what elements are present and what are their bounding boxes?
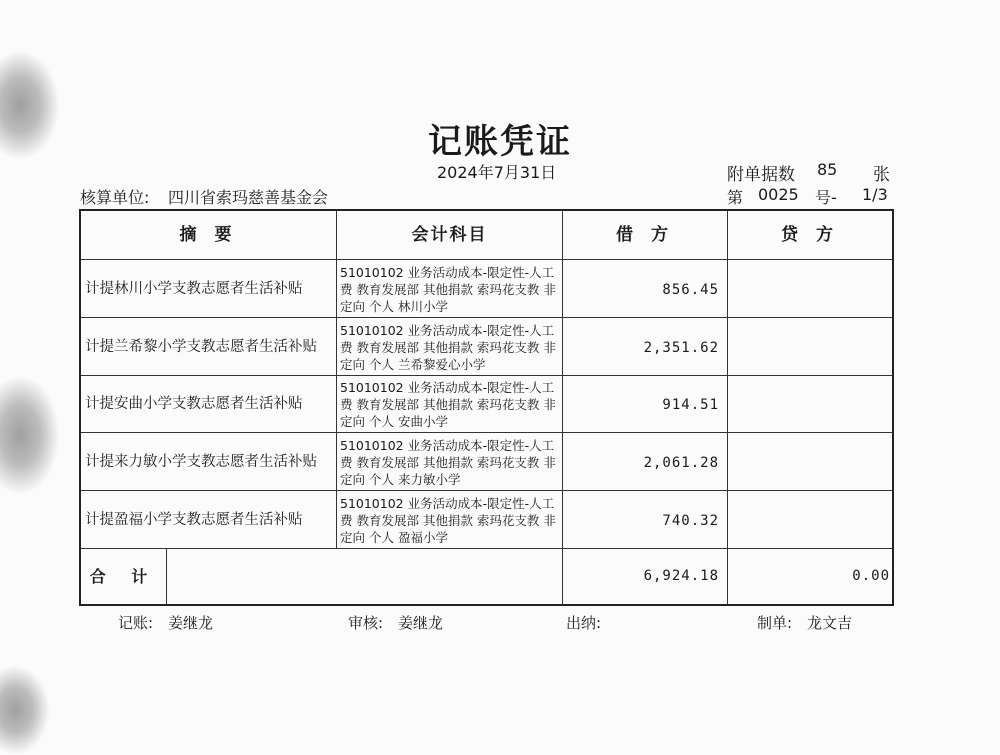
- total-credit: 0.00: [852, 568, 890, 584]
- row-3-summary: 计提安曲小学支教志愿者生活补贴: [85, 396, 303, 412]
- header-debit: 借 方: [616, 225, 674, 245]
- row-1-debit: 856.45: [662, 282, 719, 298]
- column-divider: [727, 211, 728, 604]
- voucher-table: [79, 209, 894, 606]
- unit-label: 核算单位:: [80, 188, 150, 207]
- total-label: 合 计: [89, 567, 158, 586]
- preparer-name: 龙文吉: [807, 614, 853, 632]
- column-divider: [166, 548, 167, 604]
- voucher-no-label: 第: [727, 188, 744, 207]
- bookkeeper-label: 记账:: [118, 614, 154, 632]
- row-divider: [81, 548, 892, 549]
- voucher-date: 2024年7月31日: [437, 163, 557, 182]
- row-2-summary: 计提兰希黎小学支教志愿者生活补贴: [85, 338, 317, 355]
- voucher-title: 记账凭证: [428, 122, 572, 162]
- reviewer-label: 审核:: [348, 614, 384, 632]
- row-5-account: 51010102 业务活动成本-限定性-人工费 教育发展部 其他捐款 索玛花支教 非定向 个人 盈福小学: [340, 496, 556, 545]
- header-credit: 贷 方: [781, 225, 839, 245]
- voucher-no-suffix: 号-: [815, 188, 837, 207]
- row-4-summary: 计提来力敏小学支教志愿者生活补贴: [85, 453, 317, 470]
- header-account: 会计科目: [411, 225, 488, 245]
- attachments-count: 85: [817, 160, 838, 179]
- row-2-debit: 2,351.62: [643, 340, 719, 356]
- row-5-summary: 计提盈福小学支教志愿者生活补贴: [85, 511, 303, 528]
- row-2-account: 51010102 业务活动成本-限定性-人工费 教育发展部 其他捐款 索玛花支教 非定向 个人 兰希黎爱心小学: [340, 323, 556, 372]
- header-summary: 摘 要: [179, 225, 238, 245]
- voucher-no: 0025: [758, 185, 799, 204]
- row-1-summary: 计提林川小学支教志愿者生活补贴: [85, 280, 303, 297]
- row-4-debit: 2,061.28: [643, 455, 719, 471]
- preparer-label: 制单:: [757, 614, 793, 632]
- row-3-debit: 914.51: [662, 397, 719, 413]
- scan-smudge-mid-left: [0, 375, 60, 495]
- row-3-account: 51010102 业务活动成本-限定性-人工费 教育发展部 其他捐款 索玛花支教 非定向 个人 安曲小学: [340, 380, 556, 429]
- attachments-unit: 张: [873, 165, 890, 185]
- cashier-label: 出纳:: [566, 614, 602, 632]
- total-debit: 6,924.18: [643, 568, 719, 584]
- scan-smudge-bottom-left: [0, 665, 50, 755]
- row-5-debit: 740.32: [662, 513, 719, 529]
- attachments-label: 附单据数: [727, 165, 795, 185]
- reviewer-name: 姜继龙: [398, 614, 444, 632]
- page-indicator: 1/3: [862, 185, 888, 204]
- bookkeeper-name: 姜继龙: [168, 614, 214, 632]
- row-4-account: 51010102 业务活动成本-限定性-人工费 教育发展部 其他捐款 索玛花支教 非定向 个人 来力敏小学: [340, 438, 556, 487]
- unit-name: 四川省索玛慈善基金会: [168, 188, 329, 207]
- row-1-account: 51010102 业务活动成本-限定性-人工费 教育发展部 其他捐款 索玛花支教 非定向 个人 林川小学: [340, 265, 556, 314]
- column-divider: [336, 211, 337, 548]
